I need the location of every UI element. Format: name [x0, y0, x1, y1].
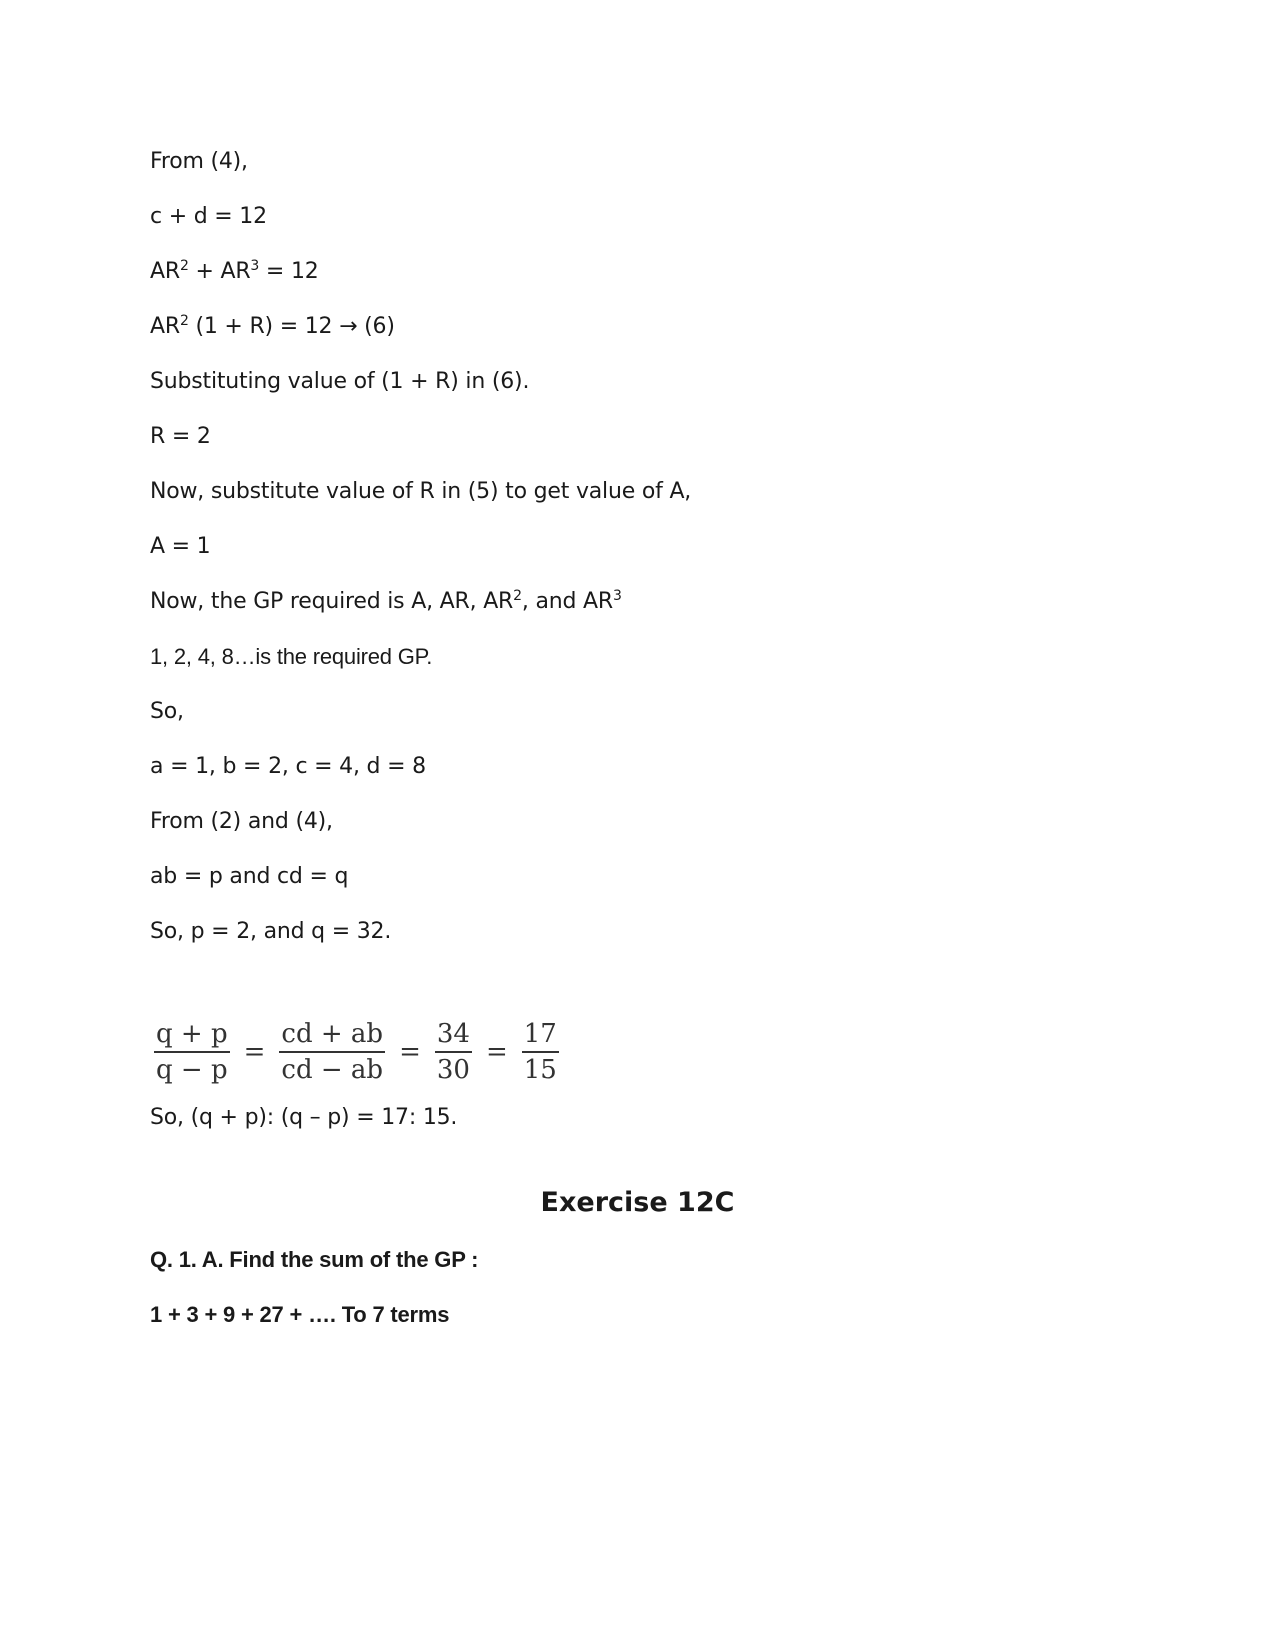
denominator: cd − ab	[281, 1055, 384, 1085]
text-line: So, (q + p): (q – p) = 17: 15.	[150, 1105, 458, 1130]
equals-sign: =	[399, 1037, 421, 1067]
question-title: Q. 1. A. Find the sum of the GP :	[150, 1247, 479, 1272]
numerator: q + p	[156, 1019, 228, 1049]
equals-sign: =	[243, 1037, 266, 1067]
numerator: 34	[436, 1019, 470, 1049]
text-fragment: + AR	[188, 259, 251, 284]
text-fragment: (1 + R) = 12 → (6)	[188, 314, 395, 339]
text-fragment: AR	[150, 314, 180, 339]
superscript: 2	[513, 588, 522, 604]
text-fragment: = 12	[259, 259, 319, 284]
text-line: Now, substitute value of R in (5) to get value of A,	[150, 479, 692, 504]
text-line: Substituting value of (1 + R) in (6).	[150, 369, 530, 394]
text-line: 1, 2, 4, 8…is the required GP.	[150, 644, 433, 669]
denominator: 30	[436, 1055, 470, 1085]
equation-line	[150, 588, 622, 616]
fraction	[435, 1017, 472, 1087]
text-line: From (4),	[150, 149, 248, 174]
superscript: 2	[179, 313, 189, 329]
fraction-equation	[150, 1012, 563, 1092]
text-line: R = 2	[150, 424, 211, 449]
text-line: From (2) and (4),	[150, 809, 333, 834]
equation-line	[150, 313, 395, 341]
text-fragment: Now, the GP required is A, AR, AR	[150, 589, 514, 614]
text-fragment: AR	[150, 259, 180, 284]
text-line: ab = p and cd = q	[150, 864, 349, 889]
text-line: So,	[150, 699, 184, 724]
fraction	[154, 1017, 230, 1087]
text-line: c + d = 12	[150, 204, 267, 229]
question-series: 1 + 3 + 9 + 27 + …. To 7 terms	[150, 1302, 450, 1327]
numerator: cd + ab	[281, 1019, 384, 1049]
equals-sign: =	[485, 1037, 508, 1067]
text-line: a = 1, b = 2, c = 4, d = 8	[150, 754, 426, 779]
exercise-heading: Exercise 12C	[540, 1187, 735, 1218]
superscript: 2	[179, 258, 189, 274]
equation-line	[150, 258, 319, 286]
text-fragment: , and AR	[521, 589, 613, 614]
superscript: 3	[612, 588, 622, 604]
superscript: 3	[250, 258, 260, 274]
denominator: q − p	[156, 1055, 228, 1085]
text-line: So, p = 2, and q = 32.	[150, 919, 392, 944]
denominator: 15	[523, 1055, 557, 1085]
numerator: 17	[523, 1019, 557, 1049]
text-line: A = 1	[150, 534, 211, 559]
fraction	[279, 1017, 385, 1087]
fraction	[522, 1017, 559, 1087]
